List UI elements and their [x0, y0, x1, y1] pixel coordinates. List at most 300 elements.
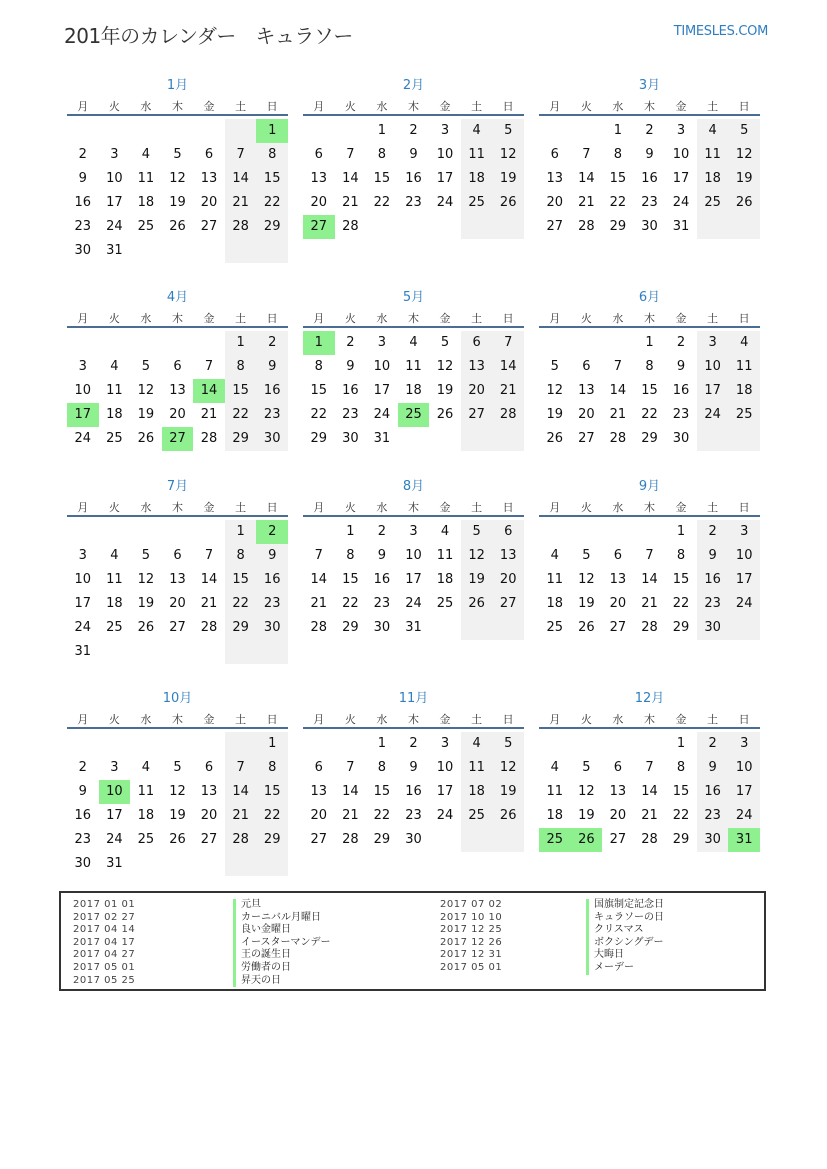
day-cell: 22: [310, 407, 328, 422]
day-cell: 7: [236, 760, 245, 775]
holiday-date: 2017 12 31: [440, 949, 503, 961]
day-cell: 30: [704, 620, 721, 635]
day-cell: 1: [377, 736, 387, 751]
day-cell: 29: [232, 431, 249, 446]
day-cell: 25: [106, 431, 123, 446]
day-cell: 10: [436, 147, 454, 162]
day-cell: 21: [342, 808, 359, 823]
day-cell: 3: [110, 760, 119, 775]
header-rule: [303, 114, 524, 116]
day-cell: 13: [169, 383, 186, 398]
weekday-label: 金: [439, 713, 451, 726]
day-cell: 17: [672, 171, 690, 186]
month-title: 11月: [398, 691, 429, 706]
day-cell: 16: [405, 171, 422, 186]
day-cell: 8: [377, 147, 387, 162]
weekday-header: [539, 310, 760, 324]
weekday-label: 水: [376, 100, 388, 113]
day-cell: 29: [609, 219, 627, 234]
day-cell: 9: [708, 760, 717, 775]
day-cell: 14: [342, 784, 359, 799]
weekday-label: 金: [439, 312, 451, 325]
day-cell: 3: [740, 736, 749, 751]
day-cell: 6: [613, 760, 623, 775]
day-cell: 17: [74, 596, 92, 611]
holiday-day-cell: 2: [256, 520, 288, 544]
day-cell: 20: [499, 572, 517, 587]
day-cell: 15: [641, 383, 658, 398]
weekday-label: 火: [108, 501, 120, 514]
weekday-label: 日: [738, 312, 750, 325]
day-cell: 19: [546, 407, 564, 422]
holiday-name: クリスマス: [586, 924, 664, 937]
day-cell: 2: [268, 335, 277, 350]
weekday-label: 木: [643, 312, 655, 325]
day-cell: 11: [106, 383, 123, 398]
day-cell: 5: [173, 147, 182, 162]
day-cell: 5: [504, 123, 513, 138]
day-cell: 11: [137, 171, 155, 186]
weekday-label: 木: [643, 100, 655, 113]
day-cell: 4: [141, 147, 151, 162]
day-cell: 11: [137, 784, 155, 799]
weekday-label: 火: [580, 100, 592, 113]
day-cell: 12: [169, 171, 186, 186]
weekday-label: 火: [344, 713, 356, 726]
day-cell: 30: [704, 832, 721, 847]
day-cell: 10: [373, 359, 391, 374]
weekday-label: 水: [612, 713, 624, 726]
weekday-label: 木: [407, 312, 419, 325]
holiday-name: 国旗制定記念日: [586, 899, 664, 912]
day-cell: 2: [78, 760, 87, 775]
day-cell: 20: [200, 808, 218, 823]
day-cell: 27: [200, 832, 218, 847]
day-cell: 3: [377, 335, 387, 350]
day-cell: 18: [704, 171, 721, 186]
day-cell: 19: [169, 808, 186, 823]
weekday-label: 水: [612, 100, 624, 113]
day-cell: 26: [137, 431, 155, 446]
day-cell: 29: [672, 620, 690, 635]
weekday-label: 日: [738, 501, 750, 514]
day-cell: 21: [342, 195, 359, 210]
day-cell: 20: [310, 808, 328, 823]
day-cell: 2: [645, 123, 654, 138]
day-cell: 24: [672, 195, 690, 210]
day-cell: 25: [137, 832, 155, 847]
holiday-day-cell: 26: [571, 828, 603, 852]
day-cell: 26: [578, 620, 595, 635]
day-cell: 18: [436, 572, 454, 587]
day-cell: 2: [708, 736, 717, 751]
day-cell: 26: [169, 219, 186, 234]
day-cell: 21: [232, 808, 249, 823]
day-cell: 17: [106, 808, 123, 823]
weekday-label: 木: [643, 501, 655, 514]
day-cell: 21: [310, 596, 328, 611]
day-cell: 18: [137, 195, 155, 210]
day-cell: 9: [676, 359, 686, 374]
weekday-label: 木: [407, 501, 419, 514]
weekday-label: 水: [140, 501, 152, 514]
day-cell: 7: [346, 147, 355, 162]
day-cell: 20: [609, 808, 627, 823]
weekday-label: 水: [376, 713, 388, 726]
day-cell: 8: [236, 359, 245, 374]
day-cell: 27: [499, 596, 517, 611]
weekday-label: 土: [707, 100, 719, 113]
day-cell: 10: [74, 572, 92, 587]
day-cell: 23: [263, 407, 281, 422]
day-cell: 17: [106, 195, 123, 210]
day-cell: 7: [613, 359, 623, 374]
holiday-day-cell: 31: [728, 828, 760, 852]
day-cell: 3: [78, 359, 87, 374]
day-cell: 14: [232, 784, 249, 799]
day-cell: 15: [263, 171, 281, 186]
day-cell: 5: [173, 760, 182, 775]
day-cell: 28: [232, 832, 249, 847]
day-cell: 11: [546, 784, 564, 799]
month-title: 10月: [162, 691, 193, 706]
site-logo[interactable]: TIMESLES.COM: [673, 24, 768, 39]
day-cell: 31: [106, 856, 123, 871]
day-cell: 24: [74, 431, 92, 446]
day-cell: 7: [346, 760, 355, 775]
day-cell: 18: [106, 407, 123, 422]
weekday-label: 日: [266, 713, 278, 726]
day-cell: 25: [468, 808, 485, 823]
month-title: 2月: [402, 78, 425, 93]
day-cell: 25: [546, 620, 564, 635]
holiday-date: 2017 12 26: [440, 936, 503, 948]
day-cell: 22: [672, 596, 690, 611]
day-cell: 1: [236, 524, 245, 539]
day-cell: 18: [546, 596, 564, 611]
weekday-label: 金: [675, 312, 687, 325]
day-cell: 26: [735, 195, 753, 210]
holiday-day-cell: 10: [99, 780, 131, 804]
day-cell: 22: [232, 596, 249, 611]
day-cell: 2: [708, 524, 717, 539]
day-cell: 8: [613, 147, 623, 162]
day-cell: 10: [106, 171, 123, 186]
weekday-label: 木: [407, 100, 419, 113]
header-rule: [67, 727, 288, 729]
day-cell: 20: [169, 407, 186, 422]
day-cell: 23: [704, 808, 721, 823]
day-cell: 11: [468, 147, 485, 162]
day-cell: 19: [578, 596, 595, 611]
day-cell: 23: [405, 808, 422, 823]
day-cell: 24: [436, 195, 454, 210]
day-cell: 6: [173, 548, 182, 563]
weekday-label: 土: [707, 501, 719, 514]
day-cell: 11: [546, 572, 564, 587]
weekday-label: 水: [612, 312, 624, 325]
day-cell: 4: [141, 760, 151, 775]
day-cell: 13: [200, 784, 218, 799]
day-cell: 15: [342, 572, 359, 587]
day-cell: 17: [436, 171, 454, 186]
weekday-label: 月: [77, 501, 89, 514]
day-cell: 21: [232, 195, 249, 210]
weekday-label: 日: [266, 100, 278, 113]
day-cell: 6: [204, 760, 214, 775]
day-cell: 29: [263, 219, 281, 234]
legend-names-right: [586, 899, 664, 975]
day-cell: 14: [342, 171, 359, 186]
holiday-name: ボクシングデー: [586, 937, 664, 950]
day-cell: 5: [472, 524, 481, 539]
holiday-day-cell: 17: [67, 403, 99, 427]
day-cell: 15: [672, 572, 690, 587]
day-cell: 1: [268, 736, 277, 751]
day-cell: 30: [373, 620, 391, 635]
weekday-label: 土: [471, 713, 483, 726]
month-title: 7月: [166, 479, 189, 494]
day-cell: 31: [74, 644, 92, 659]
weekday-label: 金: [203, 312, 215, 325]
day-cell: 25: [436, 596, 454, 611]
holiday-name: メーデー: [586, 962, 664, 975]
weekday-header: [539, 711, 760, 725]
day-cell: 26: [169, 832, 186, 847]
weekday-label: 月: [549, 100, 561, 113]
day-cell: 5: [141, 359, 151, 374]
day-cell: 7: [204, 359, 214, 374]
day-cell: 6: [504, 524, 513, 539]
day-cell: 1: [346, 524, 355, 539]
weekday-label: 木: [643, 713, 655, 726]
holiday-name: 昇天の日: [233, 975, 331, 988]
day-cell: 14: [499, 359, 517, 374]
weekday-label: 火: [344, 100, 356, 113]
day-cell: 12: [735, 147, 753, 162]
day-cell: 3: [78, 548, 87, 563]
day-cell: 8: [346, 548, 355, 563]
day-cell: 12: [169, 784, 186, 799]
day-cell: 12: [137, 572, 155, 587]
day-cell: 14: [609, 383, 627, 398]
day-cell: 16: [704, 784, 721, 799]
legend-names-left: [233, 899, 331, 987]
day-cell: 26: [137, 620, 155, 635]
day-cell: 14: [310, 572, 328, 587]
day-cell: 11: [704, 147, 721, 162]
day-cell: 9: [409, 147, 418, 162]
day-cell: 5: [582, 548, 591, 563]
month-title: 3月: [638, 78, 661, 93]
day-cell: 24: [405, 596, 422, 611]
header-rule: [539, 515, 760, 517]
day-cell: 22: [672, 808, 690, 823]
day-cell: 20: [200, 195, 218, 210]
day-cell: 19: [499, 171, 517, 186]
day-cell: 24: [74, 620, 92, 635]
day-cell: 7: [204, 548, 214, 563]
day-cell: 2: [78, 147, 87, 162]
day-cell: 8: [268, 147, 277, 162]
weekday-label: 月: [77, 312, 89, 325]
day-cell: 17: [373, 383, 391, 398]
day-cell: 23: [342, 407, 359, 422]
day-cell: 2: [676, 335, 686, 350]
day-cell: 13: [546, 171, 564, 186]
weekday-label: 日: [738, 100, 750, 113]
day-cell: 20: [578, 407, 595, 422]
weekday-label: 月: [549, 312, 561, 325]
day-cell: 27: [609, 832, 627, 847]
weekday-label: 火: [580, 501, 592, 514]
weekday-label: 金: [439, 501, 451, 514]
day-cell: 23: [704, 596, 721, 611]
day-cell: 28: [342, 832, 359, 847]
day-cell: 5: [582, 760, 591, 775]
day-cell: 9: [78, 171, 87, 186]
day-cell: 22: [373, 195, 391, 210]
weekday-label: 火: [108, 312, 120, 325]
day-cell: 7: [504, 335, 513, 350]
day-cell: 9: [268, 548, 277, 563]
day-cell: 9: [645, 147, 654, 162]
day-cell: 14: [641, 784, 658, 799]
weekday-label: 金: [203, 100, 215, 113]
day-cell: 21: [200, 596, 218, 611]
day-cell: 22: [263, 195, 281, 210]
day-cell: 29: [310, 431, 328, 446]
weekday-label: 金: [203, 501, 215, 514]
day-cell: 15: [672, 784, 690, 799]
day-cell: 23: [672, 407, 690, 422]
month-title: 4月: [166, 290, 189, 305]
day-cell: 23: [74, 832, 92, 847]
weekday-label: 水: [140, 100, 152, 113]
holiday-day-cell: 1: [303, 331, 335, 355]
weekday-label: 火: [108, 713, 120, 726]
day-cell: 3: [409, 524, 418, 539]
day-cell: 22: [641, 407, 658, 422]
holiday-day-cell: 27: [162, 427, 194, 451]
day-cell: 19: [436, 383, 454, 398]
day-cell: 22: [263, 808, 281, 823]
day-cell: 10: [74, 383, 92, 398]
day-cell: 6: [173, 359, 182, 374]
day-cell: 8: [236, 548, 245, 563]
day-cell: 15: [609, 171, 627, 186]
day-cell: 23: [373, 596, 391, 611]
weekday-header: [67, 98, 288, 112]
weekday-header: [539, 499, 760, 513]
weekday-header: [67, 310, 288, 324]
day-cell: 21: [578, 195, 595, 210]
day-cell: 17: [735, 572, 753, 587]
day-cell: 28: [200, 620, 218, 635]
day-cell: 10: [735, 760, 753, 775]
holiday-date: 2017 04 27: [73, 949, 136, 961]
day-cell: 29: [232, 620, 249, 635]
day-cell: 27: [609, 620, 627, 635]
day-cell: 28: [641, 832, 658, 847]
day-cell: 14: [200, 572, 218, 587]
day-cell: 3: [676, 123, 686, 138]
day-cell: 29: [672, 832, 690, 847]
day-cell: 17: [704, 383, 721, 398]
day-cell: 30: [405, 832, 422, 847]
holiday-name: 労働者の日: [233, 962, 331, 975]
holiday-legend: [59, 891, 766, 991]
day-cell: 4: [550, 760, 559, 775]
holiday-date: 2017 05 25: [73, 974, 136, 986]
day-cell: 16: [405, 784, 422, 799]
day-cell: 8: [676, 548, 686, 563]
day-cell: 21: [609, 407, 627, 422]
day-cell: 6: [472, 335, 481, 350]
holiday-day-cell: 27: [303, 215, 335, 239]
day-cell: 29: [373, 832, 391, 847]
day-cell: 13: [578, 383, 595, 398]
day-cell: 24: [106, 219, 123, 234]
day-cell: 5: [740, 123, 749, 138]
weekday-label: 水: [376, 501, 388, 514]
day-cell: 27: [578, 431, 595, 446]
holiday-name: キュラソーの日: [586, 912, 664, 925]
page-title: 201年のカレンダー キュラソー: [64, 24, 353, 48]
weekday-label: 水: [612, 501, 624, 514]
weekday-label: 月: [549, 501, 561, 514]
day-cell: 3: [740, 524, 749, 539]
weekday-label: 土: [235, 312, 247, 325]
day-cell: 10: [436, 760, 454, 775]
day-cell: 13: [609, 572, 627, 587]
holiday-name: 王の誕生日: [233, 949, 331, 962]
day-cell: 15: [310, 383, 328, 398]
day-cell: 4: [440, 524, 450, 539]
day-cell: 6: [613, 548, 623, 563]
legend-dates-left: [73, 899, 135, 987]
weekday-label: 日: [502, 713, 514, 726]
day-cell: 18: [546, 808, 564, 823]
day-cell: 12: [499, 760, 517, 775]
day-cell: 12: [578, 572, 595, 587]
holiday-name: 良い金曜日: [233, 924, 331, 937]
day-cell: 2: [346, 335, 355, 350]
day-cell: 15: [232, 572, 249, 587]
day-cell: 7: [582, 147, 591, 162]
holiday-date: 2017 05 01: [440, 961, 503, 973]
day-cell: 13: [499, 548, 517, 563]
day-cell: 22: [232, 407, 249, 422]
day-cell: 24: [436, 808, 454, 823]
header-rule: [67, 326, 288, 328]
day-cell: 31: [405, 620, 422, 635]
header-rule: [539, 326, 760, 328]
day-cell: 27: [468, 407, 485, 422]
day-cell: 23: [74, 219, 92, 234]
day-cell: 19: [578, 808, 595, 823]
weekday-label: 土: [235, 713, 247, 726]
day-cell: 7: [236, 147, 245, 162]
holiday-date: 2017 05 01: [73, 961, 136, 973]
weekday-header: [67, 499, 288, 513]
weekday-label: 木: [171, 312, 183, 325]
day-cell: 11: [436, 548, 454, 563]
weekday-header: [67, 711, 288, 725]
month-title: 8月: [402, 479, 425, 494]
day-cell: 18: [468, 171, 485, 186]
weekday-label: 土: [235, 100, 247, 113]
